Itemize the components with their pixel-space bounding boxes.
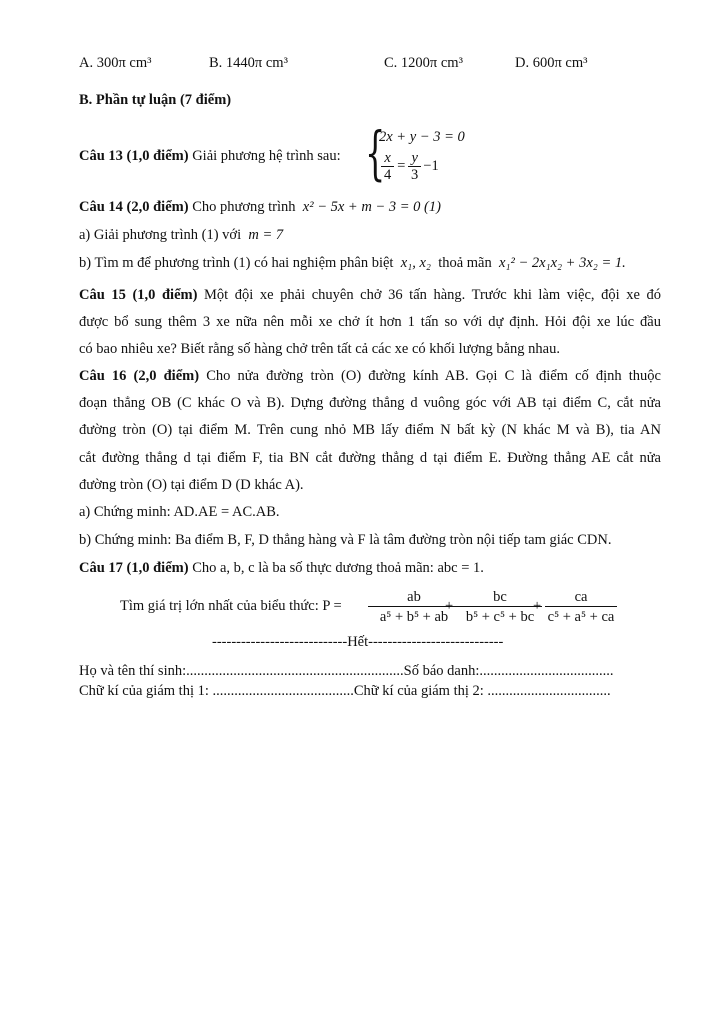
q13-eq1: 2x + y − 3 = 0 <box>379 129 465 145</box>
q14-part-a: a) Giải phương trình (1) với m = 7 <box>79 227 284 243</box>
q16-line5: đường tròn (O) tại điểm D (D khác A). <box>79 477 304 493</box>
q17-text: Câu 17 (1,0 điểm) Cho a, b, c là ba số thực dương thoả mãn: abc = 1. <box>79 560 484 576</box>
q16-line1: Câu 16 (2,0 điểm) Cho nửa đường tròn (O) đường kính AB. Gọi C là điểm cố định thuộc <box>79 368 661 384</box>
section-heading: B. Phần tự luận (7 điểm) <box>79 92 232 108</box>
plus-sign: + <box>533 598 542 614</box>
q16-line4: cắt đường thẳng d tại điểm F, tia BN cắt đường thẳng d tại điểm E. Đường thẳng AE cắt nửa <box>79 450 661 466</box>
option-a: A. 300π cm³ <box>79 55 152 71</box>
q13-text: Câu 13 (1,0 điểm) Giải phương hệ trình sau: <box>79 148 341 164</box>
q16-part-a: a) Chứng minh: AD.AE = AC.AB. <box>79 504 280 520</box>
q14-text: Câu 14 (2,0 điểm) Cho phương trình x² − 5x + m − 3 = 0 (1) <box>79 199 441 215</box>
q16-part-b: b) Chứng minh: Ba điểm B, F, D thẳng hàng và F là tâm đường tròn nội tiếp tam giác CDN. <box>79 532 612 548</box>
q13-eq2: $\frac{x}{4}$ = $\frac{y}{3}$ −1 <box>379 150 439 183</box>
q15-line3: có bao nhiêu xe? Biết rằng số hàng chở trên tất cả các xe có khối lượng bằng nhau. <box>79 341 560 357</box>
q16-line2: đoạn thẳng OB (C khác O và B). Dựng đường thẳng d vuông góc với AB tại điểm C, cắt nửa <box>79 395 661 411</box>
q17-fraction-1: $\frac{ab}{\text{a⁵ + b⁵ + ab}}$ <box>368 588 460 627</box>
footer-line1: Họ và tên thí sinh:............................................................Số báo danh:..................................... <box>79 663 614 679</box>
q17-fraction-2: $\frac{bc}{\text{b⁵ + c⁵ + bc}}$ <box>458 588 542 627</box>
end-line: ----------------------------Hết---------------------------- <box>212 634 504 650</box>
option-b: B. 1440π cm³ <box>209 55 288 71</box>
q17-find: Tìm giá trị lớn nhất của biểu thức: P = <box>120 598 342 614</box>
option-d: D. 600π cm³ <box>515 55 588 71</box>
footer-line2: Chữ kí của giám thị 1: .......................................Chữ kí của giám thị 2: .................................. <box>79 683 611 699</box>
option-c: C. 1200π cm³ <box>384 55 463 71</box>
q15-line1: Câu 15 (1,0 điểm) Một đội xe phải chuyên chở 36 tấn hàng. Trước khi làm việc, đội xe đó <box>79 287 661 303</box>
q17-fraction-3: $\frac{ca}{\text{c⁵ + a⁵ + ca}}$ <box>545 588 617 627</box>
plus-sign: + <box>445 598 454 614</box>
q15-line2: được bổ sung thêm 3 xe nữa nên mỗi xe chở ít hơn 1 tấn so với dự định. Hỏi đội xe lúc đầu <box>79 314 661 330</box>
q14-part-b: b) Tìm m để phương trình (1) có hai nghiệm phân biệt x₁, x₂ thoả mãn x₁² − 2x₁x₂ + 3x₂ = 1. <box>79 255 626 271</box>
q16-line3: đường tròn (O) tại điểm M. Trên cung nhỏ MB lấy điểm N bất kỳ (N khác M và B), tia AN <box>79 422 661 438</box>
brace-symbol: { <box>365 119 386 187</box>
